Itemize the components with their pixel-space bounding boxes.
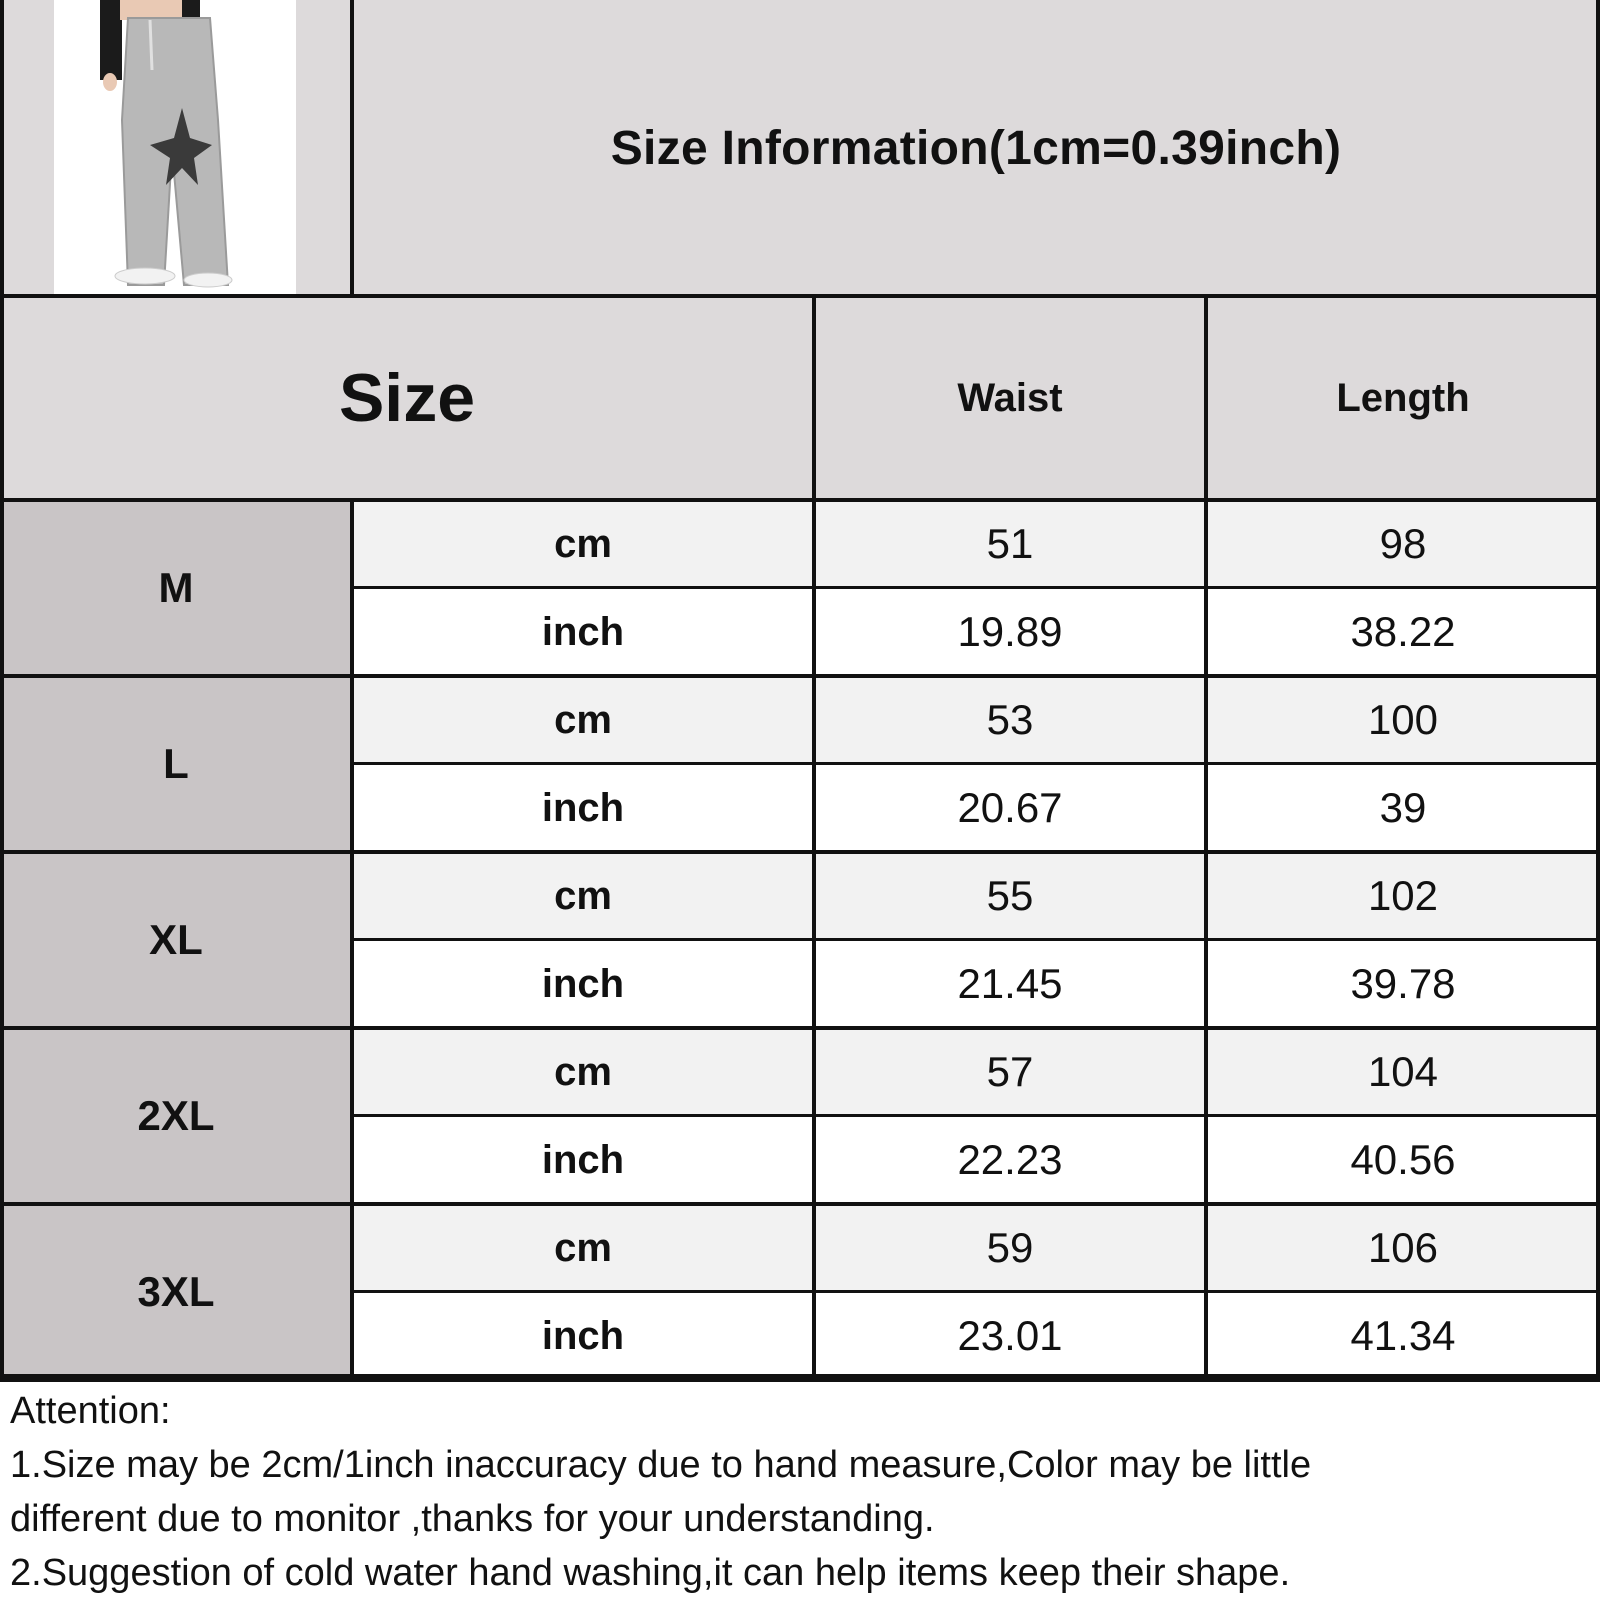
table-cell-unit	[352, 1292, 814, 1380]
table-cell-waist	[814, 676, 1206, 764]
inch-unit-value: inch	[541, 961, 625, 1006]
table-cell-unit	[352, 1116, 814, 1204]
inch-length-value: 38.22	[1350, 608, 1456, 655]
product-photo	[0, 0, 352, 296]
header-waist-label: Waist	[957, 375, 1063, 420]
table-cell-unit	[352, 940, 814, 1028]
table-cell-length	[1206, 1116, 1600, 1204]
inch-length-value: 39.78	[1350, 960, 1456, 1007]
table-cell-length	[1206, 676, 1600, 764]
table-cell-unit	[352, 1028, 814, 1116]
size-label: L	[163, 740, 189, 787]
attention-line-3: 2.Suggestion of cold water hand washing,it can help items keep their shape.	[10, 1552, 1291, 1594]
table-cell-length	[1206, 1204, 1600, 1292]
cm-length-value: 102	[1367, 872, 1439, 919]
cm-unit-value: cm	[554, 1225, 612, 1270]
inch-length-value: 40.56	[1350, 1136, 1456, 1183]
table-cell-unit	[352, 852, 814, 940]
header-size-label: Size	[338, 360, 476, 436]
divider-photo	[350, 0, 354, 298]
table-cell-length	[1206, 852, 1600, 940]
cm-unit-value: cm	[554, 1049, 612, 1094]
inch-length-value: 41.34	[1350, 1312, 1456, 1359]
header-waist	[814, 296, 1206, 500]
table-cell-unit	[352, 500, 814, 588]
inch-length-value: 39	[1379, 784, 1427, 831]
cm-waist-value: 57	[986, 1048, 1034, 1095]
table-cell-length	[1206, 764, 1600, 852]
attention-line-1: 1.Size may be 2cm/1inch inaccuracy due to hand measure,Color may be little	[10, 1444, 1312, 1486]
table-cell-waist	[814, 764, 1206, 852]
cm-unit-value: cm	[554, 521, 612, 566]
table-cell-waist	[814, 588, 1206, 676]
table-cell-waist	[814, 1292, 1206, 1380]
table-cell-waist	[814, 1028, 1206, 1116]
table-cell-waist	[814, 1116, 1206, 1204]
header-length	[1206, 296, 1600, 500]
cm-waist-value: 53	[986, 696, 1034, 743]
divider-size-block	[0, 1026, 1600, 1030]
page-title: Size Information(1cm=0.39inch)	[610, 121, 1342, 175]
inch-waist-value: 19.89	[957, 608, 1063, 655]
inch-unit-value: inch	[541, 785, 625, 830]
table-cell-length	[1206, 500, 1600, 588]
size-label: 2XL	[137, 1092, 215, 1139]
cm-length-value: 98	[1379, 520, 1427, 567]
product-photo-cell	[0, 0, 352, 296]
inch-unit-value: inch	[541, 1313, 625, 1358]
cm-waist-value: 55	[986, 872, 1034, 919]
divider-size-block	[0, 1202, 1600, 1206]
cm-unit-value: cm	[554, 697, 612, 742]
cm-length-value: 106	[1367, 1224, 1439, 1271]
table-cell-unit	[352, 1204, 814, 1292]
size-label: M	[158, 564, 194, 611]
divider-cm-inch	[352, 762, 1600, 765]
attention-line-2: different due to monitor ,thanks for your understanding.	[10, 1498, 935, 1540]
attention-heading: Attention:	[10, 1390, 171, 1432]
table-cell-unit	[352, 764, 814, 852]
inch-unit-value: inch	[541, 609, 625, 654]
cm-length-value: 100	[1367, 696, 1439, 743]
divider-unit-waist	[812, 296, 816, 1376]
cm-unit-value: cm	[554, 873, 612, 918]
divider-cm-inch	[352, 938, 1600, 941]
size-label: 3XL	[137, 1268, 215, 1315]
cm-length-value: 104	[1367, 1048, 1439, 1095]
divider-header-bottom	[0, 498, 1600, 502]
table-cell-length	[1206, 940, 1600, 1028]
table-cell-waist	[814, 1204, 1206, 1292]
table-cell-waist	[814, 852, 1206, 940]
border-left	[0, 0, 4, 1376]
cm-waist-value: 59	[986, 1224, 1034, 1271]
size-cell	[0, 676, 352, 852]
inch-waist-value: 21.45	[957, 960, 1063, 1007]
header-length-label: Length	[1336, 375, 1470, 420]
cm-waist-value: 51	[986, 520, 1034, 567]
divider-header-top	[0, 294, 1600, 298]
attention-notes	[0, 1376, 1600, 1600]
divider-size-block	[0, 674, 1600, 678]
table-cell-length	[1206, 588, 1600, 676]
border-right	[1596, 0, 1600, 1376]
divider-cm-inch	[352, 1290, 1600, 1293]
inch-unit-value: inch	[541, 1137, 625, 1182]
table-cell-unit	[352, 588, 814, 676]
inch-waist-value: 20.67	[957, 784, 1063, 831]
inch-waist-value: 23.01	[957, 1312, 1063, 1359]
table-cell-waist	[814, 500, 1206, 588]
size-cell	[0, 1204, 352, 1380]
size-cell	[0, 852, 352, 1028]
title-cell	[352, 0, 1600, 296]
table-cell-waist	[814, 940, 1206, 1028]
size-label: XL	[149, 916, 203, 963]
divider-table-bottom	[0, 1374, 1600, 1378]
divider-cm-inch	[352, 586, 1600, 589]
divider-cm-inch	[352, 1114, 1600, 1117]
divider-size-block	[0, 850, 1600, 854]
header-size	[0, 296, 814, 500]
table-cell-unit	[352, 676, 814, 764]
size-cell	[0, 1028, 352, 1204]
table-cell-length	[1206, 1292, 1600, 1380]
table-cell-length	[1206, 1028, 1600, 1116]
size-cell	[0, 500, 352, 676]
divider-waist-length	[1204, 296, 1208, 1376]
inch-waist-value: 22.23	[957, 1136, 1063, 1183]
divider-size-block	[0, 1378, 1600, 1382]
